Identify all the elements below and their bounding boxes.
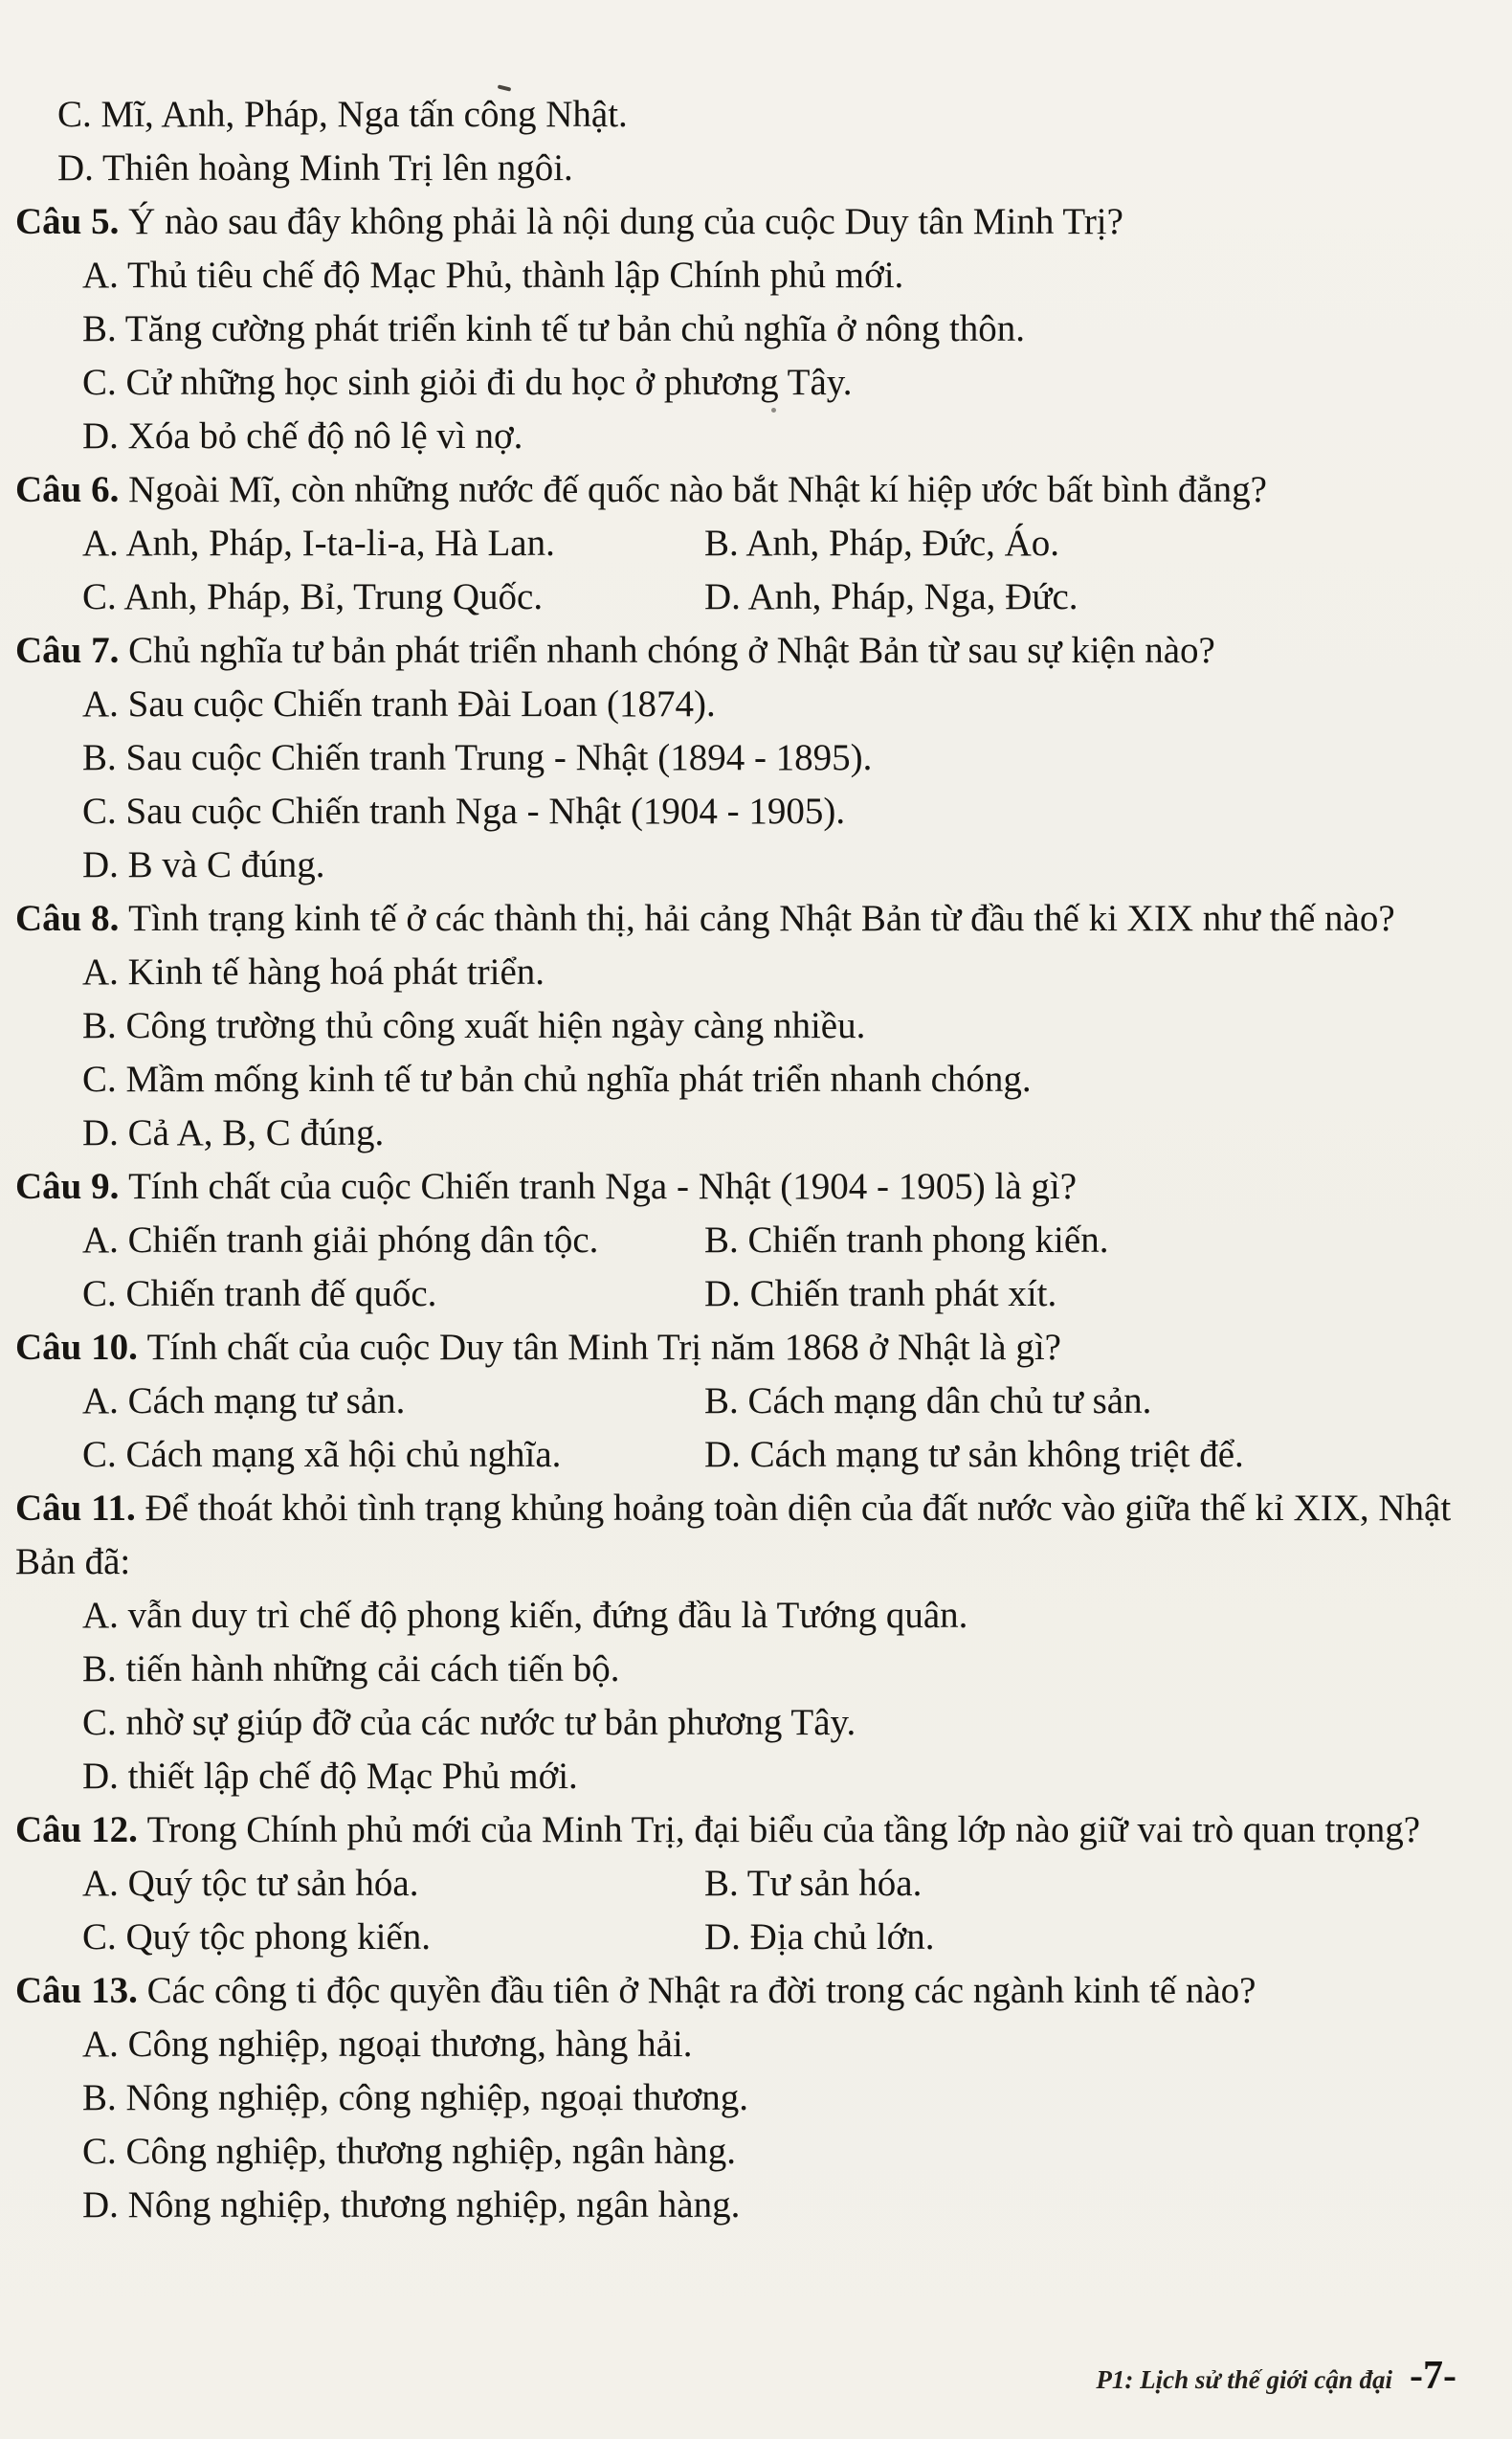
question-number: Câu 9.: [15, 1166, 129, 1207]
question-text: Câu 10. Tính chất của cuộc Duy tân Minh Trị năm 1868 ở Nhật là gì?: [15, 1327, 1061, 1368]
question-11: [15, 1482, 1464, 1803]
answer-option: A. Chiến tranh giải phóng dân tộc.: [82, 1220, 599, 1261]
options-group: [15, 678, 1464, 892]
answer-option: C. Cử những học sinh giỏi đi du học ở phương Tây.: [82, 362, 853, 403]
answer-option: B. Anh, Pháp, Đức, Áo.: [704, 523, 1060, 564]
question-text: Câu 7. Chủ nghĩa tư bản phát triển nhanh chóng ở Nhật Bản từ sau sự kiện nào?: [15, 630, 1215, 671]
answer-option: D. Thiên hoàng Minh Trị lên ngôi.: [57, 147, 573, 189]
answer-option: D. Nông nghiệp, thương nghiệp, ngân hàng.: [82, 2184, 741, 2226]
answer-option: C. Sau cuộc Chiến tranh Nga - Nhật (1904 - 1905).: [82, 791, 846, 832]
question-number: Câu 12.: [15, 1809, 147, 1850]
options-group: [15, 1589, 1464, 1803]
answer-option: B. Công trường thủ công xuất hiện ngày càng nhiều.: [82, 1005, 866, 1046]
question-number: Câu 6.: [15, 469, 129, 510]
footer-page-number: -7-: [1410, 2354, 1456, 2398]
answer-option: D. Xóa bỏ chế độ nô lệ vì nợ.: [82, 415, 523, 457]
options-group: [15, 1375, 1464, 1482]
question-number: Câu 7.: [15, 630, 129, 671]
answer-option: C. Quý tộc phong kiến.: [82, 1916, 431, 1958]
question-6: [15, 463, 1464, 624]
answer-option: B. Tăng cường phát triển kinh tế tư bản chủ nghĩa ở nông thôn.: [82, 308, 1026, 349]
question-13: [15, 1964, 1464, 2232]
question-text: Câu 11. Để thoát khỏi tình trạng khủng hoảng toàn diện của đất nước vào giữa thế kỉ XIX, Nhật Bản đã:: [15, 1488, 1452, 1582]
question-number: Câu 5.: [15, 201, 129, 242]
answer-option: A. Kinh tế hàng hoá phát triển.: [82, 951, 545, 993]
answer-option: D. thiết lập chế độ Mạc Phủ mới.: [82, 1756, 578, 1797]
question-12: [15, 1803, 1464, 1964]
answer-option: D. Chiến tranh phát xít.: [704, 1273, 1057, 1314]
answer-option: D. B và C đúng.: [82, 844, 325, 885]
answer-option: C. Chiến tranh đế quốc.: [82, 1273, 437, 1314]
question-text: Câu 12. Trong Chính phủ mới của Minh Trị, đại biểu của tầng lớp nào giữ vai trò quan trọng?: [15, 1809, 1421, 1850]
options-group: [15, 946, 1464, 1160]
answer-option: A. Cách mạng tư sản.: [82, 1380, 406, 1421]
question-number: Câu 8.: [15, 898, 129, 939]
question-9: [15, 1160, 1464, 1321]
answer-option: C. Mầm mống kinh tế tư bản chủ nghĩa phát triển nhanh chóng.: [82, 1059, 1032, 1100]
leading-options: [15, 88, 1464, 195]
answer-option: A. Sau cuộc Chiến tranh Đài Loan (1874).: [82, 683, 716, 725]
question-text: Câu 6. Ngoài Mĩ, còn những nước đế quốc nào bắt Nhật kí hiệp ước bất bình đẳng?: [15, 469, 1267, 510]
answer-option: C. nhờ sự giúp đỡ của các nước tư bản phương Tây.: [82, 1702, 856, 1743]
answer-option: D. Anh, Pháp, Nga, Đức.: [704, 576, 1078, 617]
question-text: Câu 5. Ý nào sau đây không phải là nội dung của cuộc Duy tân Minh Trị?: [15, 201, 1123, 242]
footer-section-title: P1: Lịch sử thế giới cận đại: [1096, 2365, 1393, 2394]
options-group: [15, 249, 1464, 463]
answer-option: B. Cách mạng dân chủ tư sản.: [704, 1380, 1152, 1421]
answer-option: D. Địa chủ lớn.: [704, 1916, 935, 1958]
options-group: [15, 2018, 1464, 2232]
question-number: Câu 10.: [15, 1327, 147, 1368]
answer-option: B. Tư sản hóa.: [704, 1863, 923, 1904]
question-7: [15, 624, 1464, 892]
question-number: Câu 11.: [15, 1488, 145, 1529]
answer-option: A. Anh, Pháp, I-ta-li-a, Hà Lan.: [82, 523, 555, 564]
question-list: [15, 195, 1464, 2232]
answer-option: C. Anh, Pháp, Bỉ, Trung Quốc.: [82, 576, 544, 617]
options-group: [15, 517, 1464, 624]
options-group: [15, 1214, 1464, 1321]
answer-option: A. Quý tộc tư sản hóa.: [82, 1863, 419, 1904]
question-10: [15, 1321, 1464, 1482]
answer-option: B. Sau cuộc Chiến tranh Trung - Nhật (1894 - 1895).: [82, 737, 873, 778]
page-footer: [1096, 2349, 1456, 2406]
answer-option: A. Thủ tiêu chế độ Mạc Phủ, thành lập Chính phủ mới.: [82, 255, 904, 296]
answer-option: A. vẫn duy trì chế độ phong kiến, đứng đầu là Tướng quân.: [82, 1595, 968, 1636]
question-number: Câu 13.: [15, 1970, 147, 2011]
answer-option: B. tiến hành những cải cách tiến bộ.: [82, 1648, 620, 1689]
options-group: [15, 1857, 1464, 1964]
question-5: [15, 195, 1464, 463]
answer-option: D. Cách mạng tư sản không triệt để.: [704, 1434, 1244, 1475]
answer-option: B. Chiến tranh phong kiến.: [704, 1220, 1109, 1261]
answer-option: C. Mĩ, Anh, Pháp, Nga tấn công Nhật.: [57, 94, 628, 135]
answer-option: C. Công nghiệp, thương nghiệp, ngân hàng.: [82, 2131, 737, 2172]
question-text: Câu 8. Tình trạng kinh tế ở các thành thị, hải cảng Nhật Bản từ đầu thế ki XIX như thế nào?: [15, 898, 1395, 939]
answer-option: D. Cả A, B, C đúng.: [82, 1112, 385, 1153]
question-text: Câu 9. Tính chất của cuộc Chiến tranh Nga - Nhật (1904 - 1905) là gì?: [15, 1166, 1078, 1207]
answer-option: C. Cách mạng xã hội chủ nghĩa.: [82, 1434, 562, 1475]
answer-option: B. Nông nghiệp, công nghiệp, ngoại thương.: [82, 2077, 749, 2118]
quiz-content: [15, 88, 1464, 2232]
question-8: [15, 892, 1464, 1160]
answer-option: A. Công nghiệp, ngoại thương, hàng hải.: [82, 2024, 693, 2065]
question-text: Câu 13. Các công ti độc quyền đầu tiên ở Nhật ra đời trong các ngành kinh tế nào?: [15, 1970, 1256, 2011]
